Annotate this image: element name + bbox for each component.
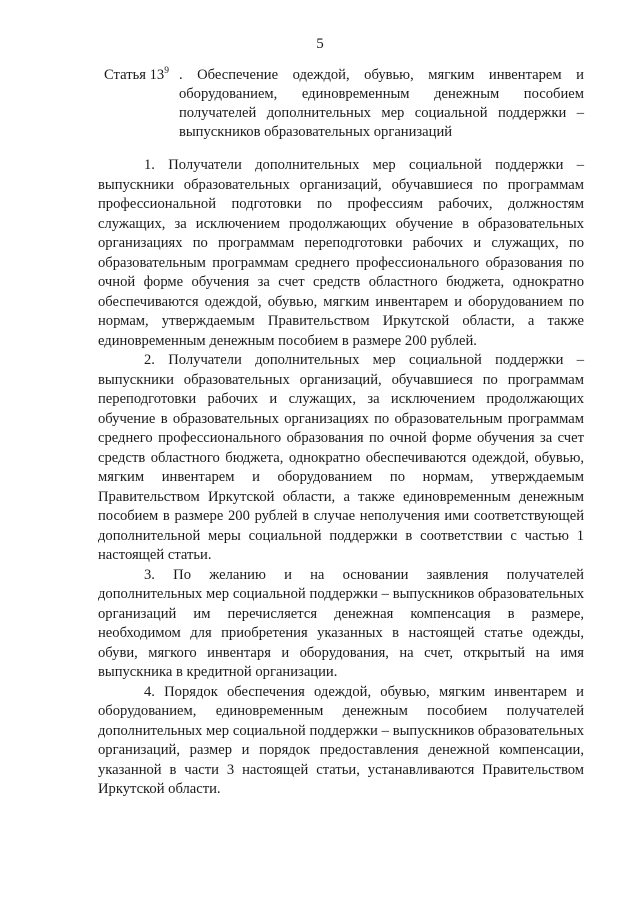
article-body [98,156,584,800]
article-superscript: 9 [164,66,169,76]
article-number: Статья 13 [104,67,165,83]
article-heading [104,66,584,142]
article-title: . Обеспечение одеждой, обувью, мягким инвентарем и оборудованием, единовременным денежным пособием получателей дополнительных мер социальной поддержки – выпускников образовательных организаций [178,67,584,140]
article-label [104,66,179,142]
paragraph-4: 4. Порядок обеспечения одеждой, обувью, мягким инвентарем и оборудованием, единовременным денежным пособием получателей дополнительных мер социальной поддержки – выпускников образовательных организаций, размер и порядок предоставления денежной компенсации, указанной в части 3 настоящей статьи, устанавливаются Правительством Иркутской области. [98,683,584,797]
paragraph-2: 2. Получатели дополнительных мер социальной поддержки – выпускники образовательных организаций, обучавшиеся по программам переподготовки рабочих и служащих, за исключением продолжающих обучение в образовательных организациях по образовательным программам среднего профессионального образования по очной форме обучения за счет средств областного бюджета, однократно обеспечиваются одеждой, обувью, мягким инвентарем и оборудованием по нормам, утверждаемым Правительством Иркутской области, а также единовременным денежным пособием в размере 200 рублей в случае неполучения ими соответствующей дополнительной меры социальной поддержки в соответствии с частью 1 настоящей статьи. [98,352,584,563]
page-number: 5 [316,36,324,52]
paragraph-1: 1. Получатели дополнительных мер социальной поддержки – выпускники образовательных организаций, обучавшиеся по программам профессиональной подготовки по профессиям рабочих, должностям служащих, за исключением продолжающих обучение в образовательных организациях по программам переподготовки рабочих и служащих, по образовательным программам среднего профессионального образования по очной форме обучения за счет средств областного бюджета, однократно обеспечиваются одеждой, обувью, мягким инвентарем и оборудованием по нормам, утверждаемым Правительством Иркутской области, а также единовременным денежным пособием в размере 200 рублей. [98,157,584,349]
paragraph-3: 3. По желанию и на основании заявления получателей дополнительных мер социальной поддержки – выпускников образовательных организаций им перечисляется денежная компенсация в размере, необходимом для приобретения указанных в настоящей статье одежды, обуви, мягкого инвентаря и оборудования, на счет, открытый на имя выпускника в кредитной организации. [98,566,584,680]
